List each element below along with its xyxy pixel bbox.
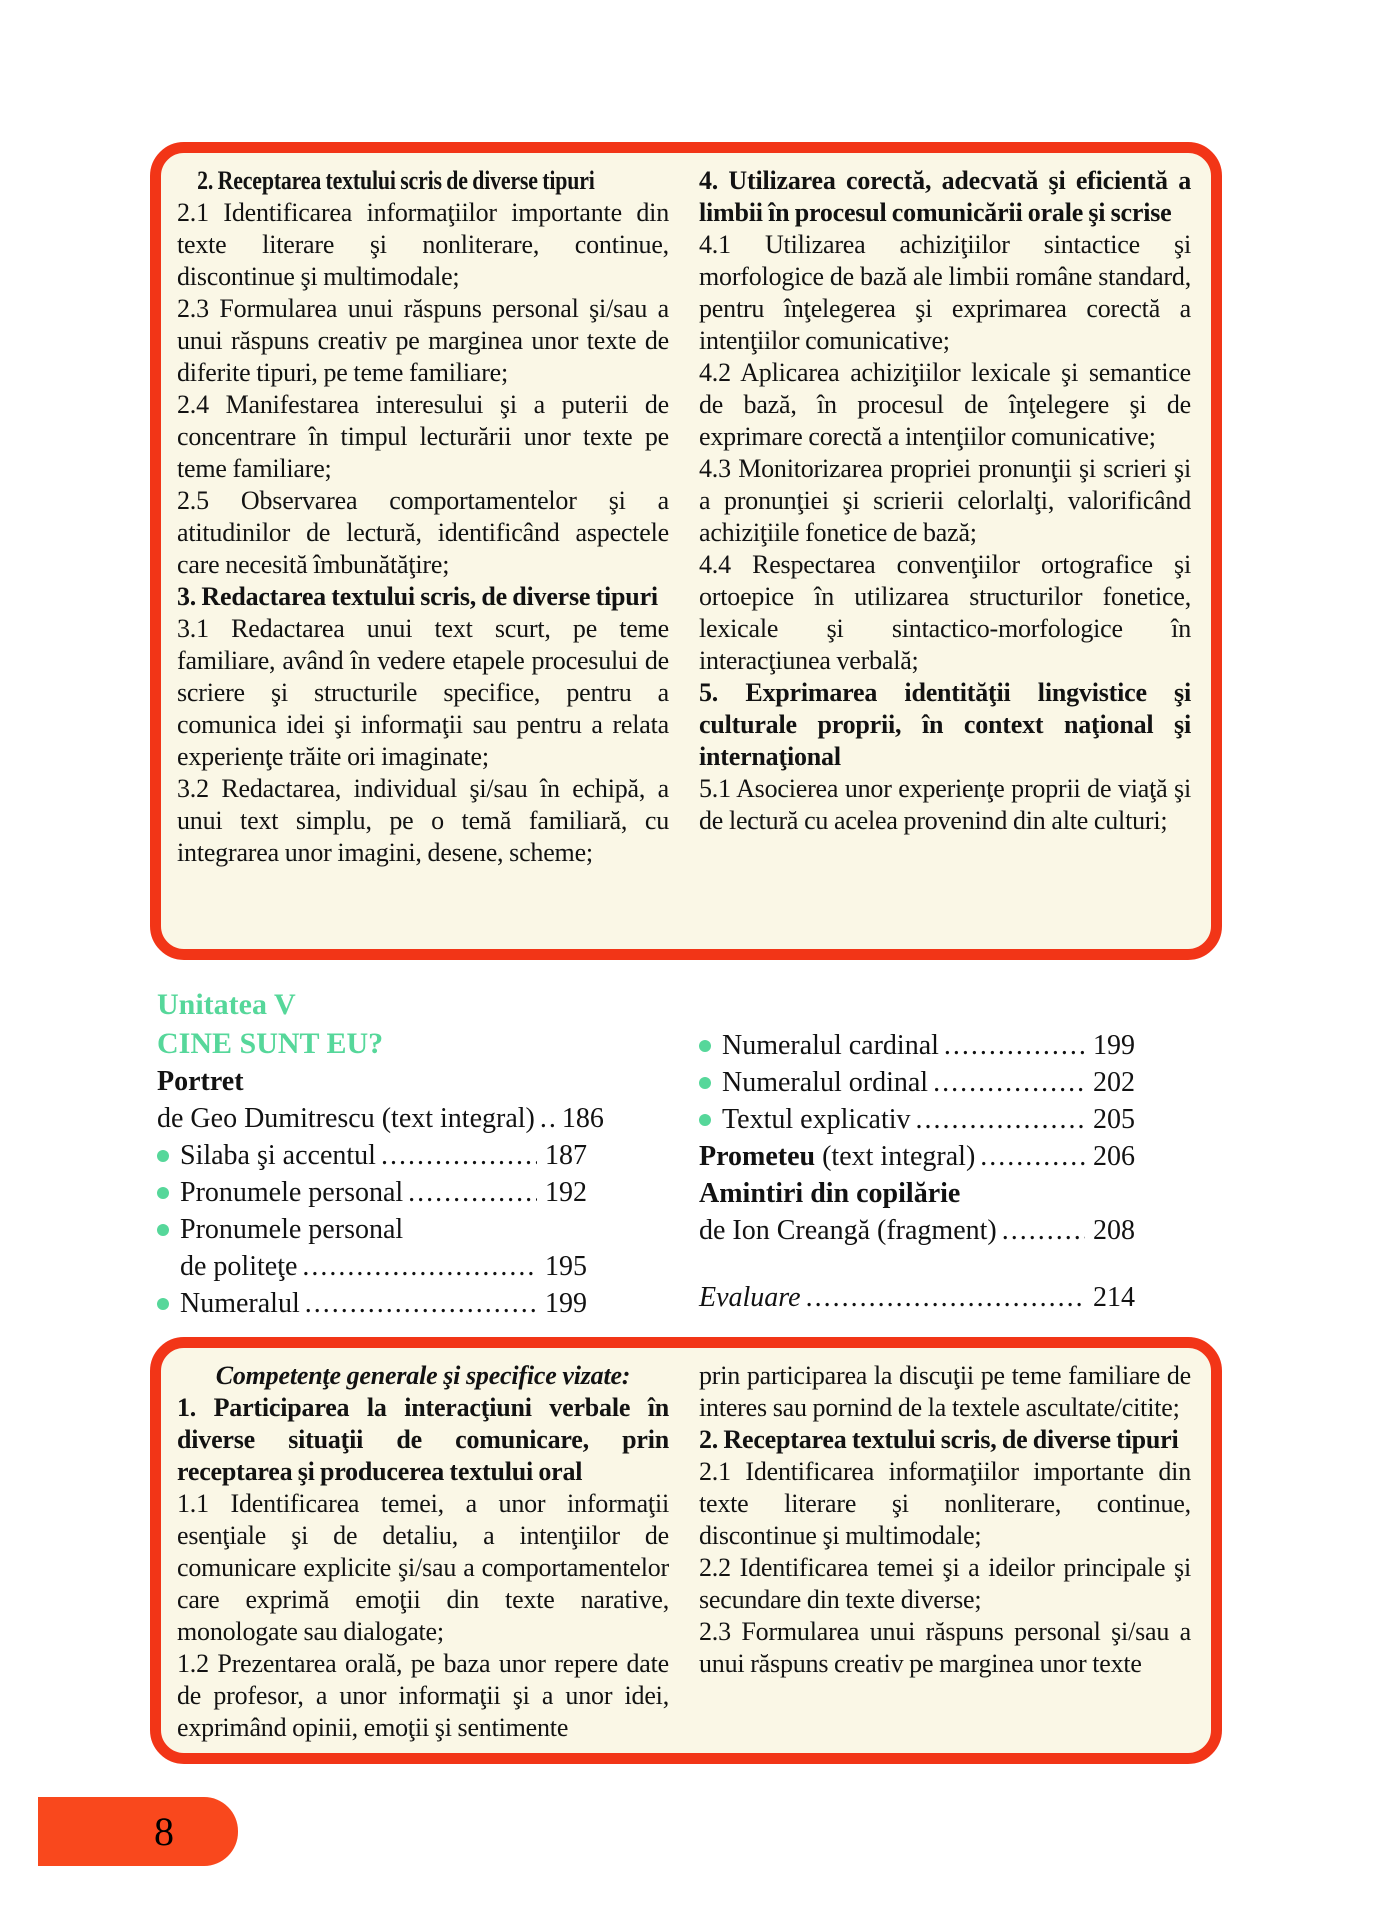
competency-paragraph: 2.4 Manifestarea interesului şi a puterii de concentrare în timpul lecturării unor texte pe teme familiare; bbox=[177, 390, 669, 483]
toc-entry bbox=[699, 1101, 1135, 1138]
toc-entry-label: de Geo Dumitrescu (text integral) bbox=[157, 1103, 535, 1134]
competency-paragraph: 4.2 Aplicarea achiziţiilor lexicale şi semantice de bază, în procesul de înţelegere şi de exprimare corectă a intenţiilor comunicative; bbox=[699, 358, 1191, 451]
competency-paragraph: 2.1 Identificarea informaţiilor importante din texte literare şi nonliterare, continue, discontinue şi multimodale; bbox=[699, 1457, 1191, 1550]
toc-left-entries bbox=[157, 1063, 604, 1322]
dot-leader bbox=[305, 1285, 537, 1322]
competency-paragraph: 2.3 Formularea unui răspuns personal şi/sau a unui răspuns creativ pe marginea unor texte de diferite tipuri, pe teme familiare; bbox=[177, 294, 669, 387]
competency-paragraph: 3.1 Redactarea unui text scurt, pe teme familiare, având în vedere etapele procesului de scriere şi structurile specifice, pentru a comunica idei şi informaţii sau pentru a relata experienţe trăite ori imaginate; bbox=[177, 614, 669, 771]
toc-entry bbox=[157, 1100, 604, 1137]
bullet-icon bbox=[699, 1040, 711, 1052]
competency-heading: 2. Receptarea textului scris de diverse tipuri bbox=[197, 166, 595, 195]
competency-heading: 4. Utilizarea corectă, adecvată şi eficientă a limbii în procesul comunicării orale şi scrise bbox=[699, 166, 1191, 227]
toc-spacer bbox=[699, 1249, 1135, 1279]
toc-entry bbox=[699, 1027, 1135, 1064]
toc-entry bbox=[699, 1212, 1135, 1249]
dot-leader bbox=[408, 1174, 537, 1211]
dot-leader bbox=[933, 1064, 1085, 1101]
competency-paragraph: 4.4 Respectarea convenţiilor ortografice şi ortoepice în utilizarea structurilor fonetice, lexicale şi sintactico-morfologice în interacţiunea verbală; bbox=[699, 550, 1191, 675]
competency-paragraph: 2.3 Formularea unui răspuns personal şi/sau a unui răspuns creativ pe marginea unor texte bbox=[699, 1617, 1191, 1678]
dot-leader bbox=[980, 1138, 1085, 1175]
toc-entry-label: Numeralul cardinal bbox=[722, 1030, 939, 1061]
top-box-left-column bbox=[177, 165, 669, 937]
table-of-contents bbox=[157, 985, 1223, 1322]
toc-right-column bbox=[699, 985, 1135, 1322]
toc-page-number: 195 bbox=[545, 1251, 587, 1282]
competency-paragraph: 1.2 Prezentarea orală, pe baza unor repere date de profesor, a unor informaţii şi a unor idei, exprimând opinii, emoţii şi sentimente bbox=[177, 1649, 669, 1742]
competency-paragraph: 4.3 Monitorizarea propriei pronunţii şi scrieri şi a pronunţiei şi scrierii celorlalţi, valorificând achiziţiile fonetice de bază; bbox=[699, 454, 1191, 547]
competency-paragraph: 5.1 Asocierea unor experienţe proprii de viaţă şi de lectură cu acelea provenind din alte culturi; bbox=[699, 774, 1191, 835]
toc-entry-continuation bbox=[157, 1248, 587, 1285]
dot-leader bbox=[916, 1101, 1085, 1138]
page-number-tab bbox=[38, 1797, 238, 1866]
toc-page-number: 186 bbox=[561, 1103, 604, 1134]
toc-entry bbox=[699, 1279, 1135, 1316]
dot-leader bbox=[944, 1027, 1085, 1064]
bullet-icon bbox=[157, 1298, 169, 1310]
competency-heading: 3. Redactarea textului scris, de diverse tipuri bbox=[177, 582, 658, 611]
toc-page-number: 187 bbox=[545, 1140, 587, 1171]
toc-left-column bbox=[157, 985, 604, 1322]
toc-entry-label: de politeţe bbox=[180, 1251, 298, 1282]
toc-page-number: 199 bbox=[1093, 1030, 1135, 1061]
toc-entry-label: Amintiri din copilărie bbox=[699, 1178, 961, 1209]
toc-entry-label: Textul explicativ bbox=[722, 1104, 911, 1135]
toc-page-number: 214 bbox=[1093, 1282, 1135, 1313]
competency-paragraph: 2.5 Observarea comportamentelor şi a atitudinilor de lectură, identificând aspectele care necesită îmbunătăţire; bbox=[177, 486, 669, 579]
toc-entry-label: Pronumele personal bbox=[180, 1214, 404, 1245]
toc-page-number: 202 bbox=[1093, 1067, 1135, 1098]
toc-right-entries bbox=[699, 1027, 1135, 1316]
toc-entry-label: Silaba şi accentul bbox=[180, 1140, 376, 1171]
competency-paragraph: prin participarea la discuţii pe teme familiare de interes sau pornind de la textele ascultate/citite; bbox=[699, 1361, 1191, 1422]
bottom-box-right-column bbox=[699, 1360, 1191, 1741]
competency-heading: 2. Receptarea textului scris, de diverse tipuri bbox=[699, 1425, 1179, 1454]
toc-entry bbox=[699, 1138, 1135, 1175]
toc-entry bbox=[699, 1064, 1135, 1101]
competency-heading: Competenţe generale şi specifice vizate: bbox=[215, 1361, 631, 1390]
competencies-box-bottom bbox=[150, 1337, 1222, 1764]
toc-entry-label: Portret bbox=[157, 1066, 244, 1097]
dot-leader bbox=[540, 1100, 554, 1137]
toc-entry bbox=[157, 1174, 587, 1211]
competency-paragraph: 3.2 Redactarea, individual şi/sau în echipă, a unui text simplu, pe o temă familiară, cu integrarea unor imagini, desene, scheme; bbox=[177, 774, 669, 867]
toc-entry bbox=[699, 1175, 1135, 1212]
toc-page-number: 205 bbox=[1093, 1104, 1135, 1135]
bullet-icon bbox=[699, 1077, 711, 1089]
toc-page-number: 199 bbox=[545, 1288, 587, 1319]
bullet-icon bbox=[157, 1224, 169, 1236]
toc-entry-label: Evaluare bbox=[699, 1282, 801, 1313]
toc-entry bbox=[157, 1285, 587, 1322]
toc-entry-label: de Ion Creangă (fragment) bbox=[699, 1215, 997, 1246]
toc-entry-label: Numeralul bbox=[180, 1288, 300, 1319]
bullet-icon bbox=[699, 1114, 711, 1126]
bullet-icon bbox=[157, 1187, 169, 1199]
unit-label: Unitatea V bbox=[157, 988, 296, 1021]
toc-entry-label: Numeralul ordinal bbox=[722, 1067, 929, 1098]
bottom-box-left-column bbox=[177, 1360, 669, 1741]
toc-page-number: 208 bbox=[1093, 1215, 1135, 1246]
dot-leader bbox=[1002, 1212, 1085, 1249]
toc-entry bbox=[157, 1211, 587, 1248]
toc-entry bbox=[157, 1063, 587, 1100]
dot-leader bbox=[302, 1248, 537, 1285]
competency-heading: 1. Participarea la interacţiuni verbale în diverse situaţii de comunicare, prin receptarea şi producerea textului oral bbox=[177, 1393, 669, 1486]
toc-page-number: 192 bbox=[545, 1177, 587, 1208]
toc-page-number: 206 bbox=[1093, 1141, 1135, 1172]
dot-leader bbox=[381, 1137, 537, 1174]
dot-leader bbox=[806, 1279, 1085, 1316]
unit-title: CINE SUNT EU? bbox=[157, 1027, 384, 1060]
competency-paragraph: 4.1 Utilizarea achiziţiilor sintactice şi morfologice de bază ale limbii române standard, pentru înţelegerea şi exprimarea corectă a intenţiilor comunicative; bbox=[699, 230, 1191, 355]
competency-paragraph: 2.1 Identificarea informaţiilor importante din texte literare şi nonliterare, continue, discontinue şi multimodale; bbox=[177, 198, 669, 291]
toc-entry-label: Prometeu (text integral) bbox=[699, 1141, 976, 1172]
competency-heading: 5. Exprimarea identităţii lingvistice şi culturale proprii, în context naţional şi internaţional bbox=[699, 678, 1191, 771]
competency-paragraph: 2.2 Identificarea temei şi a ideilor principale şi secundare din texte diverse; bbox=[699, 1553, 1191, 1614]
bullet-icon bbox=[157, 1150, 169, 1162]
competencies-box-top bbox=[150, 142, 1222, 960]
top-box-right-column bbox=[699, 165, 1191, 937]
competency-paragraph: 1.1 Identificarea temei, a unor informaţii esenţiale şi de detaliu, a intenţiilor de comunicare explicite şi/sau a comportamentelor care exprimă emoţii din texte narative, monologate sau dialogate; bbox=[177, 1489, 669, 1646]
page-number: 8 bbox=[154, 1809, 174, 1854]
toc-entry bbox=[157, 1137, 587, 1174]
toc-entry-label: Pronumele personal bbox=[180, 1177, 404, 1208]
